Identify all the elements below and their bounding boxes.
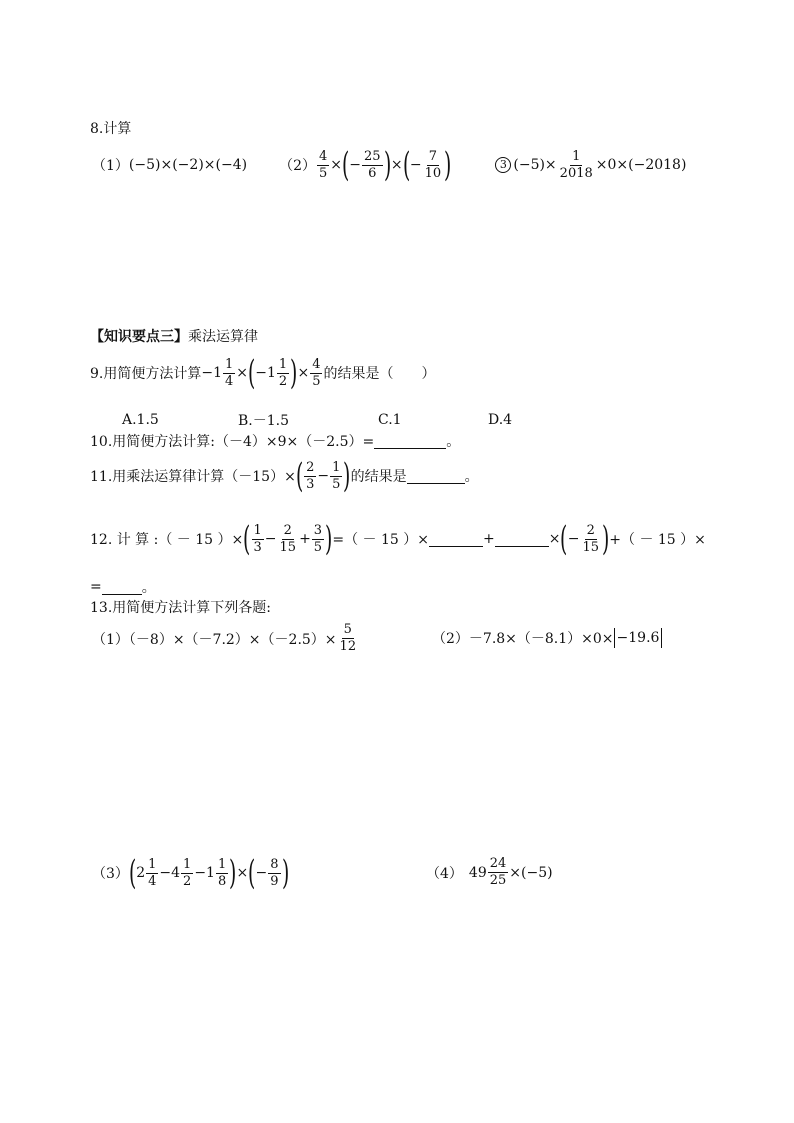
q13-p2 xyxy=(432,628,662,648)
q9-post: 的结果是（ ） xyxy=(323,366,436,382)
q12-pre: 12. 计 算 :（ － 15 ）× xyxy=(90,532,244,548)
whole-number: 49 xyxy=(468,864,487,881)
q11-post: 的结果是 xyxy=(350,469,407,485)
fraction: $\frac{1}{2}$ xyxy=(183,856,192,889)
left-paren: ( xyxy=(295,456,304,496)
section-suffix: 乘法运算律 xyxy=(188,329,258,345)
right-paren: ) xyxy=(229,853,237,893)
right-paren: ) xyxy=(290,353,298,393)
q8-title xyxy=(90,118,131,138)
answer-blank[interactable] xyxy=(374,434,446,449)
whole-number: −4 xyxy=(159,865,181,881)
left-paren: ( xyxy=(243,519,251,559)
minus-sign: − xyxy=(349,157,362,173)
section-title: 知识要点三 xyxy=(104,329,174,345)
minus-sign: − xyxy=(255,865,268,881)
q12-tail: +（ － 15 ）× xyxy=(609,532,706,548)
times-sign: × xyxy=(548,531,561,547)
q13-p4-post: ×(−5) xyxy=(509,864,553,881)
plus-sign: + xyxy=(482,531,495,547)
fraction: $\frac{4}{5}$ xyxy=(319,148,328,181)
q13-p4 xyxy=(426,856,553,889)
fraction: $\frac{24}{25}$ xyxy=(489,856,507,888)
option-b: B.－1.5 xyxy=(238,413,290,429)
q13-title-text: 13.用简便方法计算下列各题: xyxy=(90,600,271,616)
fraction: $\frac{2}{15}$ xyxy=(582,522,599,555)
q9 xyxy=(90,353,436,393)
option-c: C.1 xyxy=(378,412,402,428)
q9-pre: 9.用简便方法计算 xyxy=(90,366,202,382)
q11-pre: 11.用乘法运算律计算（－15）× xyxy=(90,469,296,485)
times-sign: × xyxy=(236,865,249,881)
whole-number: 2 xyxy=(136,865,146,881)
q12-line2 xyxy=(90,577,156,597)
equals-sign: = xyxy=(90,579,102,595)
answer-blank[interactable] xyxy=(407,469,465,484)
fraction: $\frac{4}{5}$ xyxy=(312,356,321,389)
right-paren: ) xyxy=(343,456,351,496)
q8-p3-pre: (−5)× xyxy=(513,157,557,173)
left-paren: ( xyxy=(342,145,350,185)
right-paren: ) xyxy=(383,145,391,185)
left-paren: ( xyxy=(402,145,410,185)
q12-end: 。 xyxy=(141,580,156,596)
absolute-value: −19.6 xyxy=(614,628,663,648)
right-paren: ) xyxy=(325,519,333,559)
right-paren: ) xyxy=(601,519,610,559)
fraction: $\frac{1}{2}$ xyxy=(278,356,288,389)
times-sign: × xyxy=(236,365,249,381)
q11 xyxy=(90,456,479,496)
plus-sign: + xyxy=(299,531,311,547)
right-paren: ) xyxy=(444,145,452,185)
answer-blank[interactable] xyxy=(102,580,142,595)
minus-sign: − xyxy=(567,531,580,547)
q10 xyxy=(90,431,460,451)
left-paren: ( xyxy=(560,519,568,559)
q13-p3 xyxy=(92,853,289,893)
fraction: $\frac{2}{15}$ xyxy=(279,522,297,555)
minus-sign: − xyxy=(264,531,277,547)
fraction: $\frac{3}{5}$ xyxy=(313,522,323,555)
option-a: A.1.5 xyxy=(122,412,159,428)
q8-p2-label: （2） xyxy=(279,158,316,174)
q8-parts xyxy=(92,145,687,185)
left-paren: ( xyxy=(248,353,256,393)
q13-p3-label: （3） xyxy=(92,866,129,882)
fraction: $\frac{8}{9}$ xyxy=(270,856,279,889)
q12-mid: =（ － 15 ）× xyxy=(332,532,429,548)
q9-neg2: −1 xyxy=(255,365,276,381)
q8-p3-post: ×0×(−2018) xyxy=(595,157,687,173)
right-paren: ) xyxy=(281,853,289,893)
q8-p1-expr: (−5)×(−2)×(−4) xyxy=(128,157,248,173)
minus-sign: − xyxy=(409,157,422,173)
fraction: $\frac{25}{6}$ xyxy=(364,148,381,181)
option-d: D.4 xyxy=(488,412,513,428)
answer-blank[interactable] xyxy=(495,532,549,547)
q12 xyxy=(90,519,706,559)
times-sign: × xyxy=(390,157,403,173)
q13-p1 xyxy=(92,622,359,655)
q13-p4-label: （4） xyxy=(426,865,463,882)
fraction: $\frac{7}{10}$ xyxy=(424,148,442,181)
section-heading xyxy=(90,326,258,346)
q13-title xyxy=(90,597,271,617)
bracket-open: 【 xyxy=(90,329,104,345)
bracket-close: 】 xyxy=(174,329,188,345)
fraction: $\frac{5}{12}$ xyxy=(339,622,357,654)
fraction: $\frac{1}{4}$ xyxy=(225,356,234,389)
fraction: $\frac{2}{3}$ xyxy=(306,459,315,492)
fraction: $\frac{1}{4}$ xyxy=(148,856,157,889)
left-paren: ( xyxy=(248,853,256,893)
fraction: $\frac{1}{3}$ xyxy=(253,522,262,555)
q9-neg1: −1 xyxy=(201,365,222,381)
times-sign: × xyxy=(330,157,343,173)
q10-text: 10.用简便方法计算:（－4）×9×（－2.5）= xyxy=(90,434,375,450)
circled-number-3: 3 xyxy=(495,157,511,173)
times-sign: × xyxy=(297,365,310,381)
fraction: $\frac{1}{8}$ xyxy=(217,856,227,889)
left-paren: ( xyxy=(128,853,137,893)
fraction: $\frac{1}{5}$ xyxy=(332,459,341,492)
fraction: $\frac{1}{2018}$ xyxy=(559,148,593,181)
q13-p1-text: （1）（－8）×（－7.2）×（－2.5）× xyxy=(92,631,337,648)
q10-end: 。 xyxy=(446,434,461,450)
answer-blank[interactable] xyxy=(429,532,483,547)
q8-title-text: 8.计算 xyxy=(90,121,132,137)
minus-sign: − xyxy=(317,468,330,484)
q9-options xyxy=(122,410,512,430)
q8-p1-label: （1） xyxy=(92,158,129,174)
q13-p2-text: （2）－7.8×（－8.1）×0× xyxy=(432,631,614,647)
whole-number: −1 xyxy=(194,865,215,881)
q11-end: 。 xyxy=(464,469,479,485)
